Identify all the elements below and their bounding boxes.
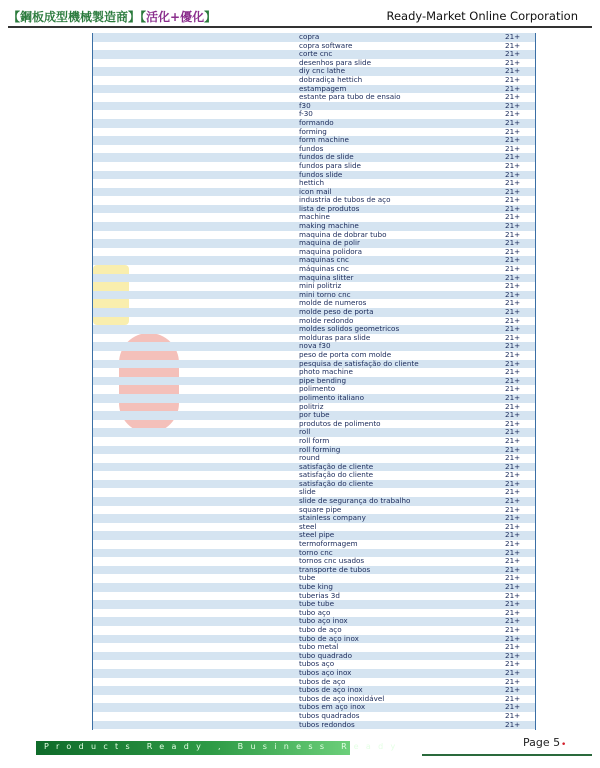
table-row [93,721,535,730]
rank-cell: 21+ [505,289,521,299]
rank-cell: 21+ [505,375,521,385]
keyword-cell: estampagem [299,83,347,93]
keyword-cell: molde redondo [299,315,354,325]
keyword-cell: form machine [299,135,349,145]
keyword-cell: steel [299,521,317,531]
rank-cell: 21+ [505,710,521,720]
keyword-cell: tubo de aço [299,624,342,634]
rank-cell: 21+ [505,281,521,291]
rank-cell: 21+ [505,642,521,652]
rank-cell: 21+ [505,169,521,179]
keyword-cell: molde peso de porta [299,307,374,316]
keyword-cell: satisfação do cliente [299,478,374,488]
keyword-cell: tube [299,573,316,583]
rank-cell: 21+ [505,667,521,677]
keyword-cell: slide [299,487,316,497]
keyword-cell: máquinas cnc [299,264,349,274]
keyword-cell: lista de produtos [299,203,360,213]
rank-cell: 21+ [505,693,521,703]
footer-slogan: Products Ready , Business Ready [44,742,403,751]
rank-cell: 21+ [505,49,521,59]
keyword-cell: produtos de polimento [299,418,381,428]
rank-cell: 21+ [505,109,521,119]
keyword-cell: square pipe [299,504,342,514]
keyword-cell: machine [299,212,330,222]
rank-cell: 21+ [505,384,521,394]
keyword-cell: maquinas cnc [299,255,349,265]
rank-cell: 21+ [505,272,521,282]
rank-cell: 21+ [505,461,521,471]
rank-cell: 21+ [505,444,521,454]
keyword-cell: tubos de aço inox [299,685,363,695]
keyword-cell: formando [299,117,334,127]
keyword-cell: polimento [299,384,336,394]
rank-cell: 21+ [505,582,521,591]
rank-cell: 21+ [505,478,521,488]
keyword-cell: tubos em aço inox [299,702,366,712]
keyword-cell: fundos slide [299,169,343,179]
keyword-cell: making machine [299,221,359,231]
rank-cell: 21+ [505,186,521,196]
rank-cell: 21+ [505,307,521,316]
table-row [93,420,535,429]
rank-cell: 21+ [505,264,521,274]
keyword-cell: tubos quadrados [299,710,360,720]
keyword-cell: molde de numeros [299,298,367,308]
header-title-prefix: 【鋼板成型機械製造商】【 [8,10,147,24]
keyword-cell: photo machine [299,367,353,377]
keyword-cell: estante para tubo de ensaio [299,92,401,102]
keyword-cell: f30 [299,100,311,110]
rank-cell: 21+ [505,160,521,170]
rank-cell: 21+ [505,539,521,549]
rank-cell: 21+ [505,83,521,93]
rank-cell: 21+ [505,221,521,231]
rank-cell: 21+ [505,616,521,626]
keyword-cell: torno cnc [299,547,333,557]
rank-cell: 21+ [505,229,521,239]
rank-cell: 21+ [505,367,521,377]
keyword-cell: tubos de aço [299,676,346,686]
keyword-cell: tubos aço [299,659,335,669]
keyword-cell: copra [299,33,320,41]
keyword-cell: politriz [299,401,324,411]
keyword-cell: roll [299,427,311,437]
keyword-cell: tubo aço [299,607,331,617]
rank-cell: 21+ [505,143,521,153]
page-marker-dot: • [561,740,567,750]
rank-cell: 21+ [505,470,521,480]
keyword-cell: roll forming [299,444,341,454]
keyword-cell: nova f30 [299,341,331,351]
keyword-cell: satisfação do cliente [299,470,374,480]
keyword-cell: maquina de polir [299,238,360,248]
keyword-cell: por tube [299,410,330,420]
rank-cell: 21+ [505,401,521,411]
footer-slogan-band [36,741,403,755]
keyword-cell: steel pipe [299,530,335,540]
keyword-cell: maquina polidora [299,246,363,256]
rank-cell: 21+ [505,556,521,566]
rank-cell: 21+ [505,255,521,265]
keyword-cell: slide de segurança do trabalho [299,496,411,506]
keyword-cell: pesquisa de satisfação do cliente [299,358,419,368]
rank-cell: 21+ [505,315,521,325]
rank-cell: 21+ [505,40,521,50]
keyword-cell: mini torno cnc [299,289,351,299]
rank-cell: 21+ [505,521,521,531]
rank-cell: 21+ [505,100,521,110]
rank-cell: 21+ [505,453,521,463]
keyword-cell: tubo de aço inox [299,633,359,643]
keyword-cell: copra software [299,40,353,50]
rank-cell: 21+ [505,246,521,256]
keyword-cell: termoformagem [299,539,358,549]
rank-cell: 21+ [505,624,521,634]
keyword-cell: tubo quadrado [299,650,353,660]
keyword-cell: tube king [299,582,333,591]
keyword-cell: mini politriz [299,281,342,291]
rank-cell: 21+ [505,504,521,514]
rank-cell: 21+ [505,66,521,76]
rank-cell: 21+ [505,719,521,729]
keyword-cell: tubo aço inox [299,616,348,626]
keyword-cell: icon mail [299,186,332,196]
rank-cell: 21+ [505,212,521,222]
keyword-cell: maquina slitter [299,272,354,282]
keyword-cell: tuberias 3d [299,590,340,600]
rank-cell: 21+ [505,126,521,136]
rank-cell: 21+ [505,392,521,402]
keyword-cell: peso de porta com molde [299,349,392,359]
rank-cell: 21+ [505,349,521,359]
header-title-accent: 活化+優化 [146,10,205,24]
keyword-cell: desenhos para slide [299,57,372,67]
rank-cell: 21+ [505,238,521,248]
rank-cell: 21+ [505,633,521,643]
rank-cell: 21+ [505,676,521,686]
rank-cell: 21+ [505,650,521,660]
rank-cell: 21+ [505,607,521,617]
rank-cell: 21+ [505,358,521,368]
rank-cell: 21+ [505,341,521,351]
rank-cell: 21+ [505,513,521,523]
keyword-cell: tornos cnc usados [299,556,365,566]
rank-cell: 21+ [505,702,521,712]
keyword-cell: forming [299,126,327,136]
keyword-cell: roll form [299,435,330,445]
rank-cell: 21+ [505,487,521,497]
keyword-rows [93,33,535,729]
keyword-cell: hettich [299,178,325,188]
rank-cell: 21+ [505,92,521,102]
rank-cell: 21+ [505,599,521,609]
keyword-cell: round [299,453,320,463]
rank-cell: 21+ [505,427,521,437]
keyword-cell: corte cnc [299,49,333,59]
keyword-cell: maquina de dobrar tubo [299,229,387,239]
keyword-cell: f-30 [299,109,313,119]
keyword-cell: satisfação de cliente [299,461,374,471]
rank-cell: 21+ [505,659,521,669]
keyword-cell: polimento italiano [299,392,365,402]
rank-cell: 21+ [505,435,521,445]
rank-cell: 21+ [505,573,521,583]
header-title-suffix: 】 [204,10,217,24]
rank-cell: 21+ [505,203,521,213]
rank-cell: 21+ [505,590,521,600]
rank-cell: 21+ [505,57,521,67]
rank-cell: 21+ [505,418,521,428]
keyword-cell: tubos aço inox [299,667,352,677]
keyword-cell: pipe bending [299,375,347,385]
keyword-cell: industria de tubos de aço [299,195,391,205]
rank-cell: 21+ [505,410,521,420]
keyword-cell: molduras para slide [299,332,371,342]
rank-cell: 21+ [505,332,521,342]
rank-cell: 21+ [505,496,521,506]
keyword-cell: fundos [299,143,324,153]
table-row [93,102,535,111]
rank-cell: 21+ [505,324,521,334]
keyword-cell: fundos de slide [299,152,354,162]
keyword-cell: tubos redondos [299,719,355,729]
page-number: Page 5 [523,736,561,749]
rank-cell: 21+ [505,298,521,308]
rank-cell: 21+ [505,33,521,41]
rank-cell: 21+ [505,547,521,557]
rank-cell: 21+ [505,178,521,188]
rank-cell: 21+ [505,135,521,145]
rank-cell: 21+ [505,685,521,695]
keyword-cell: tube tube [299,599,335,609]
company-name: Ready-Market Online Corporation [386,9,578,23]
footer-divider [422,754,592,756]
keyword-cell: tubo metal [299,642,339,652]
keyword-cell: diy cnc lathe [299,66,346,76]
rank-cell: 21+ [505,195,521,205]
page-header-title [8,8,216,25]
keyword-cell: fundos para slide [299,160,361,170]
rank-cell: 21+ [505,117,521,127]
keyword-cell: stainless company [299,513,366,523]
keyword-cell: transporte de tubos [299,564,371,574]
rank-cell: 21+ [505,152,521,162]
keyword-cell: moldes solidos geometricos [299,324,400,334]
rank-cell: 21+ [505,530,521,540]
rank-cell: 21+ [505,564,521,574]
table-row [93,93,535,102]
keyword-cell: dobradiça hettich [299,74,363,84]
keyword-table [92,33,536,730]
header-divider [8,26,592,28]
keyword-cell: tubos de aço inoxidável [299,693,385,703]
rank-cell: 21+ [505,74,521,84]
